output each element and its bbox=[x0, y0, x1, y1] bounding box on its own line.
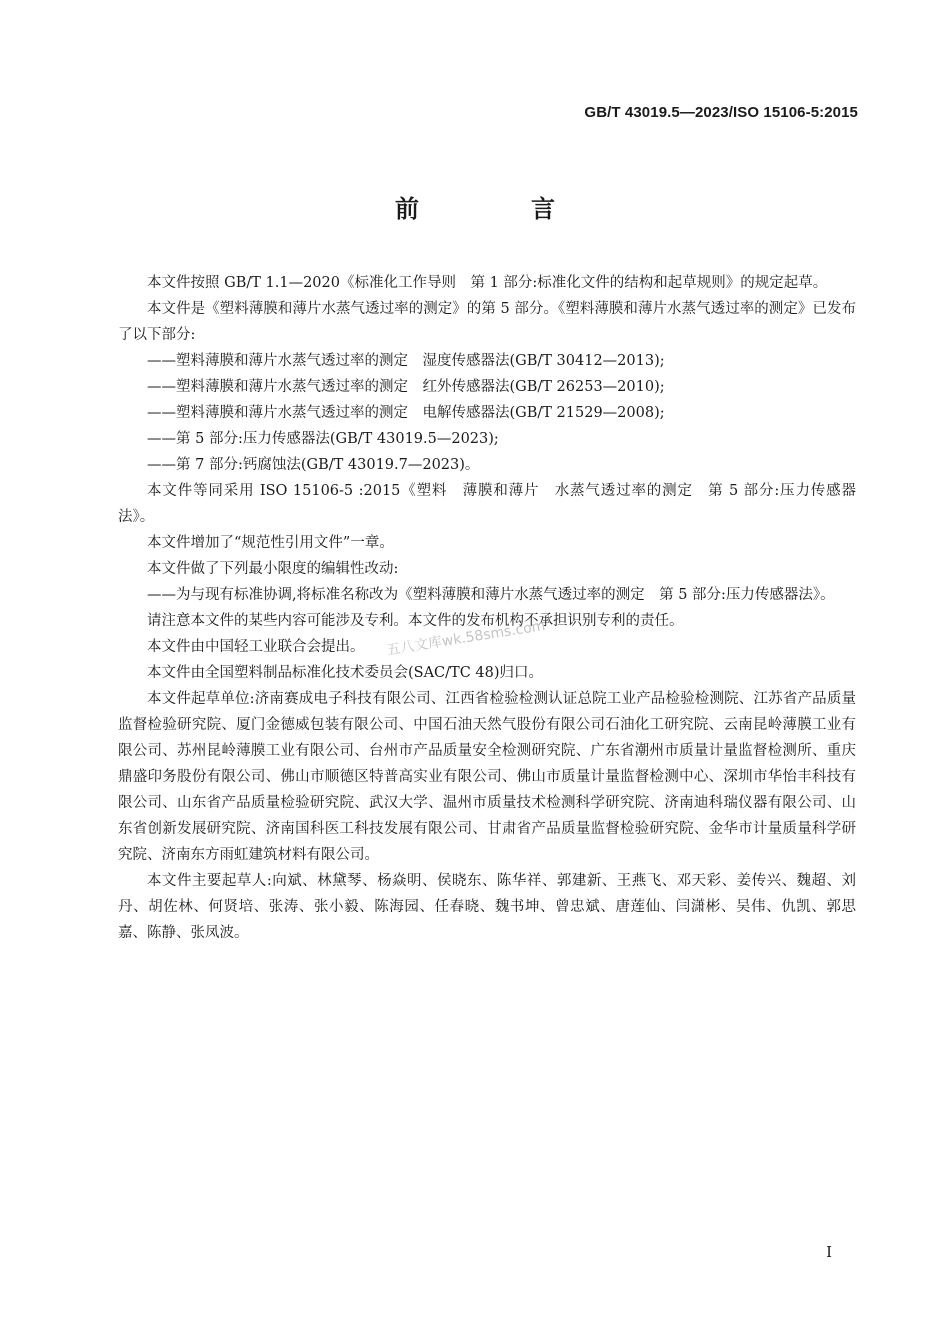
paragraph-drafting-rules: 本文件按照 GB/T 1.1—2020《标准化工作导则 第 1 部分:标准化文件的结构和起草规则》的规定起草。 bbox=[147, 275, 828, 291]
paragraph-committee: 本文件由全国塑料制品标准化技术委员会(SAC/TC 48)归口。 bbox=[147, 665, 544, 681]
paragraph-iso-adoption: 本文件等同采用 ISO 15106-5 :2015《塑料 薄膜和薄片 水蒸气透过率的测定 第 5 部分:压力传感器法》。 bbox=[118, 483, 856, 525]
paragraph-added-chapter: 本文件增加了“规范性引用文件”一章。 bbox=[147, 535, 394, 551]
paragraph-drafters: 本文件主要起草人:向斌、林黛琴、杨焱明、侯晓东、陈华祥、郭建新、王燕飞、邓天彩、姜传兴、魏超、刘丹、胡佐林、何贤培、张涛、张小毅、陈海园、任春晓、魏书坤、曾忠斌、唐莲仙、闫潇彬、吴伟、仇凯、郭思嘉、陈静、张凤波。 bbox=[118, 873, 856, 941]
paragraph-proposer: 本文件由中国轻工业联合会提出。 bbox=[147, 639, 365, 655]
list-item: ——塑料薄膜和薄片水蒸气透过率的测定 湿度传感器法(GB/T 30412—2013); bbox=[147, 353, 665, 369]
paragraph-drafting-units: 本文件起草单位:济南赛成电子科技有限公司、江西省检验检测认证总院工业产品检验检测院、江苏省产品质量监督检验研究院、厦门金德威包装有限公司、中国石油天然气股份有限公司石油化工研究院、云南昆岭薄膜工业有限公司、苏州昆岭薄膜工业有限公司、台州市产品质量安全检测研究院、广东省潮州市质量计量监督检测所、重庆鼎盛印务股份有限公司、佛山市顺德区特普高实业有限公司、佛山市质量计量监督检测中心、深圳市华怡丰科技有限公司、山东省产品质量检验研究院、武汉大学、温州市质量技术检测科学研究院、济南迪科瑞仪器有限公司、山东省创新发展研究院、济南国科医工科技发展有限公司、甘肃省产品质量监督检验研究院、金华市计量质量科学研究院、济南东方雨虹建筑材料有限公司。 bbox=[118, 691, 856, 863]
list-item: ——第 7 部分:钙腐蚀法(GB/T 43019.7—2023)。 bbox=[147, 457, 480, 473]
page-number: I bbox=[826, 1243, 832, 1261]
list-item: ——塑料薄膜和薄片水蒸气透过率的测定 电解传感器法(GB/T 21529—2008); bbox=[147, 405, 665, 421]
list-item: ——第 5 部分:压力传感器法(GB/T 43019.5—2023); bbox=[147, 431, 499, 447]
watermark: 五八文库wk.58sms.com bbox=[385, 617, 547, 659]
paragraph-editorial-changes: 本文件做了下列最小限度的编辑性改动: bbox=[147, 561, 399, 577]
paragraph-series-intro: 本文件是《塑料薄膜和薄片水蒸气透过率的测定》的第 5 部分。《塑料薄膜和薄片水蒸气透过率的测定》已发布了以下部分: bbox=[118, 301, 856, 343]
document-code: GB/T 43019.5—2023/ISO 15106-5:2015 bbox=[584, 104, 858, 121]
page-title: 前 言 bbox=[395, 195, 599, 223]
list-item: ——塑料薄膜和薄片水蒸气透过率的测定 红外传感器法(GB/T 26253—2010); bbox=[147, 379, 665, 395]
paragraph-patent-notice: 请注意本文件的某些内容可能涉及专利。本文件的发布机构不承担识别专利的责任。 bbox=[147, 613, 684, 629]
foreword-body bbox=[118, 270, 856, 946]
list-item: ——为与现有标准协调,将标准名称改为《塑料薄膜和薄片水蒸气透过率的测定 第 5 部分:压力传感器法》。 bbox=[147, 587, 835, 603]
